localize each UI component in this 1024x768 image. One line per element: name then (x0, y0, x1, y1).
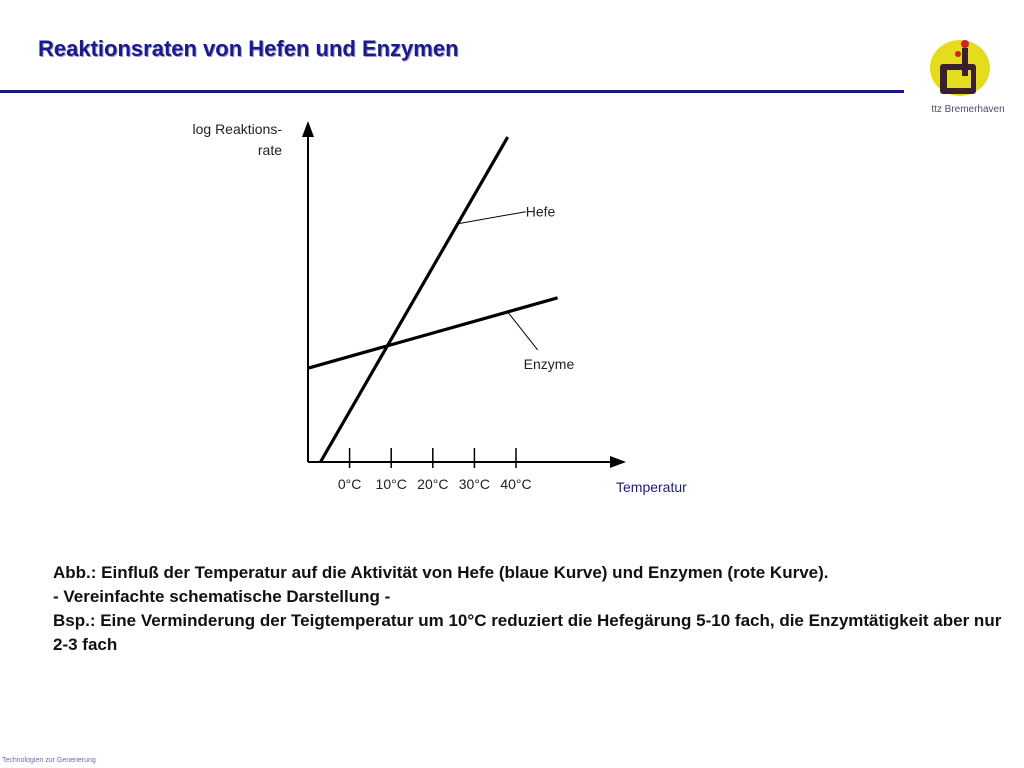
series-line-hefe (320, 137, 507, 462)
series-line-enzyme (308, 298, 558, 368)
caption-line-2: - Vereinfachte schematische Darstellung - (53, 587, 391, 606)
series-label-hefe: Hefe (525, 203, 556, 220)
x-tick-label: 20°C (417, 476, 449, 492)
y-axis-label-line2: rate (257, 142, 282, 158)
x-tick-label: 40°C (500, 476, 532, 492)
x-ticks (338, 448, 532, 492)
caption-line-1: Abb.: Einfluß der Temperatur auf die Aktivität von Hefe (blaue Kurve) und Enzymen (rote Kurve). (53, 563, 829, 582)
chart (160, 105, 720, 505)
figure-caption (53, 561, 1013, 657)
x-axis-arrow (610, 456, 626, 468)
y-axis-label-line1: log Reaktions- (192, 121, 282, 137)
chart-axes (302, 121, 626, 468)
caption-line-3: Bsp.: Eine Verminderung der Teigtemperatur um 10°C reduziert die Hefegärung 5-10 fach, die Enzymtätigkeit aber nur 2-3 fach (53, 611, 1002, 654)
series-lines (308, 137, 574, 462)
series-label-leader (508, 312, 538, 350)
x-tick-label: 30°C (458, 476, 491, 492)
x-tick-label: 0°C (337, 476, 362, 492)
logo-caption: ttz Bremerhaven (931, 104, 1005, 115)
slide-title: Reaktionsraten von Hefen und Enzymen (38, 36, 459, 61)
series-label-enzyme: Enzyme (523, 355, 575, 372)
title-divider (0, 90, 904, 93)
series-label-leader (458, 212, 526, 224)
x-axis-label: Temperatur (616, 479, 687, 495)
x-tick-label: 10°C (375, 476, 407, 492)
ttz-logo (918, 32, 1018, 122)
footer-text: Technologien zur Generierung (2, 757, 96, 764)
y-axis-arrow (302, 121, 314, 137)
